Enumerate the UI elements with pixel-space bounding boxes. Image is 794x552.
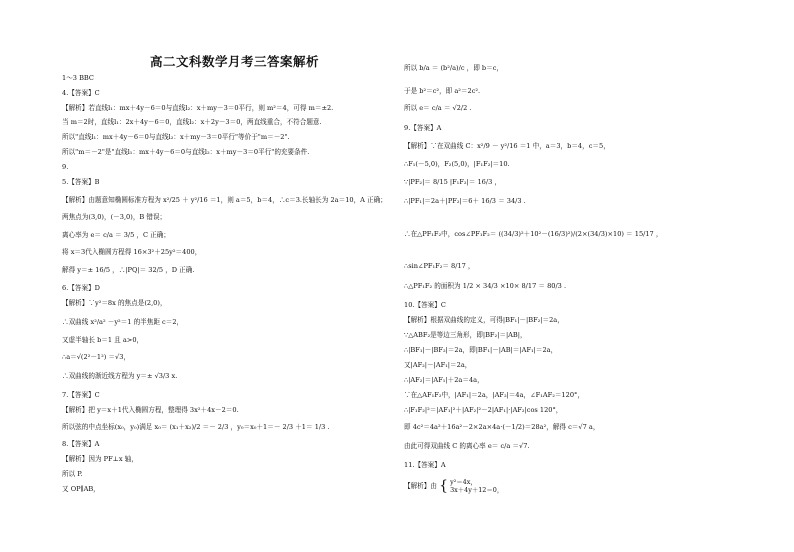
right-text-line: 【解析】根据双曲线的定义，可得|BF₁|－|BF₂|＝2a， <box>404 316 564 324</box>
left-text-line: 8.【答案】A <box>62 440 100 448</box>
right-text-line: 11.【答案】A <box>404 461 446 469</box>
left-text-line: ∴双曲线的渐近线方程为 y＝± √3/3 x. <box>62 372 178 380</box>
left-text-line: 【解析】由题意知椭圆标准方程为 x²/25 ＋ y²/16 ＝1，则 a＝5，b＝4，∴c＝3.长轴长为 2a＝10，A 正确； <box>62 196 387 204</box>
left-text-line: 1～3 BBC <box>62 74 94 82</box>
left-text-line: 又虚半轴长 b＝1 且 a>0， <box>62 336 144 344</box>
right-text-line: 【解析】∵在双曲线 C：x²/9 － y²/16 ＝1 中，a＝3，b＝4，c＝5， <box>404 142 610 150</box>
right-text-line: ∵在△AF₁F₂中，|AF₁|＝2a，|AF₂|＝4a，∠F₁AF₂＝120°， <box>404 391 584 399</box>
left-text-line: ∴双曲线 x²/a² －y²＝1 的半焦距 c＝2， <box>62 318 184 326</box>
left-text-line: 6.【答案】D <box>62 284 100 292</box>
right-text-line: ∴|AF₂|＝|AF₁|＋2a＝4a， <box>404 376 484 384</box>
left-text-line: 【解析】把 y＝x＋1代入椭圆方程，整理得 3x²＋4x－2＝0. <box>62 406 239 414</box>
right-text-line: ∵△ABF₂是等边三角形，即|BF₂|＝|AB|， <box>404 331 527 339</box>
left-text-line: 【解析】∵y²＝8x 的焦点是(2,0)， <box>62 299 167 307</box>
equation-system <box>450 478 503 494</box>
right-text-line: ∴在△PF₁F₂中，cos∠PF₁F₂＝ ((34/3)²＋10²－(16/3)²)/(2×(34/3)×10) ＝ 15/17 ， <box>404 230 663 238</box>
left-text-line: 7.【答案】C <box>62 391 100 399</box>
left-text-line: 离心率为 e＝ c/a ＝ 3/5 ，C 正确； <box>62 231 170 239</box>
right-text-line: ∵|PF₂|＝ 8/15 |F₁F₂|＝ 16/3 ， <box>404 178 501 186</box>
right-text-line: 于是 b²＝c²，即 a²＝2c². <box>404 87 481 95</box>
system-eq-2: 3x＋4y＋12＝0， <box>450 486 504 494</box>
right-text-line: 又|AF₂|－|AF₁|＝2a， <box>404 361 472 369</box>
left-text-line: 所以"m＝－2"是"直线l₁：mx＋4y－6＝0与直线l₂：x＋my－3＝0平行"的充要条件. <box>62 148 310 156</box>
right-text-line: ∴sin∠PF₁F₂＝ 8/17 ， <box>404 262 475 270</box>
left-text-line: 所以"直线l₁：mx＋4y－6＝0与直线l₂：x＋my－3＝0平行"等价于"m＝－2". <box>62 133 290 141</box>
left-text-line: 【解析】因为 PF⊥x 轴， <box>62 455 138 463</box>
left-text-line: 4.【答案】C <box>62 89 100 97</box>
left-text-line: 所以弦的中点坐标(x₀，y₀)满足 x₀＝ (x₁＋x₂)/2 ＝－ 2/3 ，y₀＝x₀＋1＝－ 2/3 ＋1＝ 1/3 . <box>62 423 330 431</box>
right-text-line: 即 4c²＝4a²＋16a²－2×2a×4a·(－1/2)＝28a²，解得 c＝√7 a， <box>404 423 600 431</box>
left-text-line: 又 OP∥AB， <box>62 485 100 493</box>
solution-line-11 <box>404 478 503 494</box>
system-label: 【解析】由 <box>404 482 437 490</box>
left-text-line: 所以 P. <box>62 470 83 478</box>
left-text-line: 【解析】若直线l₁：mx＋4y－6＝0与直线l₂：x＋my－3＝0平行，则 m²＝4，可得 m＝±2. <box>62 104 334 112</box>
right-text-line: 10.【答案】C <box>404 301 446 309</box>
right-text-line: 所以 b/a ＝ (b²/a)/c ，即 b＝c， <box>404 64 503 72</box>
right-text-line: 所以 e＝ c/a ＝ √2/2 . <box>404 104 472 112</box>
right-text-line: ∴△PF₁F₂ 的面积为 1/2 × 34/3 ×10× 8/17 ＝ 80/3 . <box>404 282 567 290</box>
left-text-line: 5.【答案】B <box>62 178 100 186</box>
left-text-line: 将 x＝3代入椭圆方程得 16×3²＋25y²＝400， <box>62 248 202 256</box>
left-text-line: 两焦点为(3,0)，(－3,0)，B 错误； <box>62 213 167 221</box>
page-title: 高二文科数学月考三答案解析 <box>150 54 320 69</box>
right-text-line: 9.【答案】A <box>404 124 442 132</box>
left-text-line: 9. <box>62 163 69 171</box>
left-text-line: ∴a＝√(2²－1²) ＝√3， <box>62 353 131 361</box>
right-text-line: ∴|PF₁|＝2a＋|PF₂|＝6＋ 16/3 ＝ 34/3 . <box>404 197 526 205</box>
left-text-line: 当 m＝2时，直线l₁：2x＋4y－6＝0，直线l₂：x＋2y－3＝0，两直线重合，不符合题意. <box>62 118 322 126</box>
right-text-line: 由此可得双曲线 C 的离心率 e＝ c/a ＝√7. <box>404 442 530 450</box>
right-text-line: ∴|BF₁|－|BF₂|＝2a，即|BF₁|－|AB|＝|AF₁|＝2a， <box>404 346 558 354</box>
right-text-line: ∴F₁(－5,0)，F₂(5,0)，|F₁F₂|＝10. <box>404 160 510 168</box>
system-brace: { <box>439 478 448 494</box>
right-text-line: ∴|F₁F₂|²＝|AF₁|²＋|AF₂|²－2|AF₁|·|AF₂|cos 120°， <box>404 406 563 414</box>
system-eq-1: y²＝4x， <box>450 478 477 486</box>
left-text-line: 解得 y＝± 16/5 ，∴|PQ|＝ 32/5 ，D 正确. <box>62 266 195 274</box>
